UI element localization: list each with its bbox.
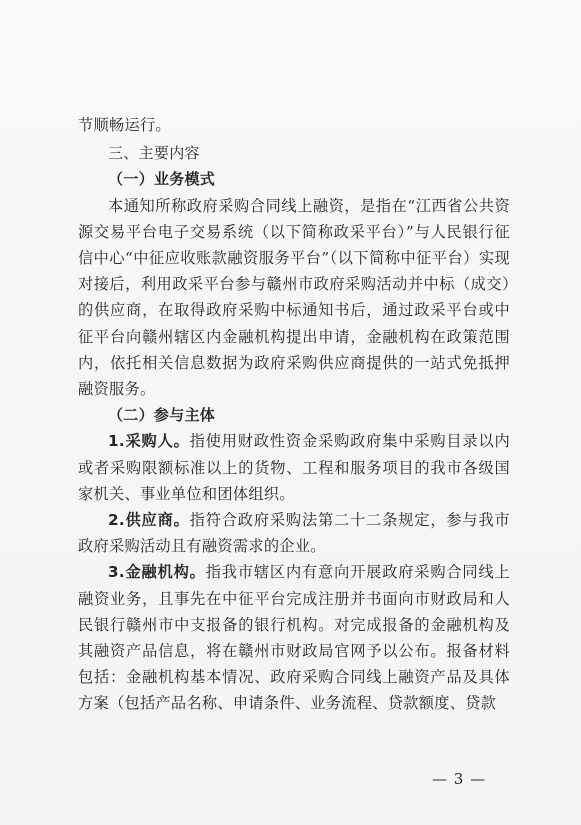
paragraph-business-model: 本通知所称政府采购合同线上融资，是指在“江西省公共资源交易平台电子交易系统（以下简称政采平台）”与人民银行征信中心“中征应收账款融资服务平台”（以下简称中征平台）实现对接后，利用政采平台参与赣州市政府采购活动并中标（成交）的供应商，在取得政府采购中标通知书后，通过政采平台或中征平台向赣州辖区内金融机构提出申请，金融机构在政策范围内，依托相关信息数据为政府采购供应商提供的一站式免抵押融资服务。 — [78, 196, 510, 399]
document-body — [78, 112, 510, 717]
item-financial-institution — [78, 559, 510, 716]
item-supplier — [78, 507, 510, 559]
subsection-heading-participants: （二）参与主体 — [108, 406, 216, 425]
item-purchaser-title: 1.采购人。 — [108, 432, 190, 451]
subsection-heading-business-model: （一）业务模式 — [108, 170, 216, 189]
item-supplier-text: 指符合政府采购法第二十二条规定，参与我市政府采购活动且有融资需求的企业。 — [78, 511, 510, 556]
item-financial-institution-title: 3.金融机构。 — [108, 563, 206, 582]
item-supplier-title: 2.供应商。 — [108, 511, 190, 530]
item-purchaser — [78, 428, 510, 507]
continuation-line: 节顺畅运行。 — [78, 116, 171, 134]
page-number: — 3 — — [432, 770, 487, 788]
item-financial-institution-text: 指我市辖区内有意向开展政府采购合同线上融资业务，且事先在中征平台完成注册并书面向市财政局和人民银行赣州市中支报备的银行机构。对完成报备的金融机构及其融资产品信息，将在赣州市财政局官网予以公布。报备材料包括：金融机构基本情况、政府采购合同线上融资产品及具体方案（包括产品名称、申请条件、业务流程、贷款额度、贷款 — [78, 563, 511, 713]
section-heading-main-content: 三、主要内容 — [108, 144, 200, 163]
item-purchaser-text: 指使用财政性资金采购政府集中采购目录以内或者采购限额标准以上的货物、工程和服务项目的我市各级国家机关、事业单位和团体组织。 — [78, 432, 510, 503]
